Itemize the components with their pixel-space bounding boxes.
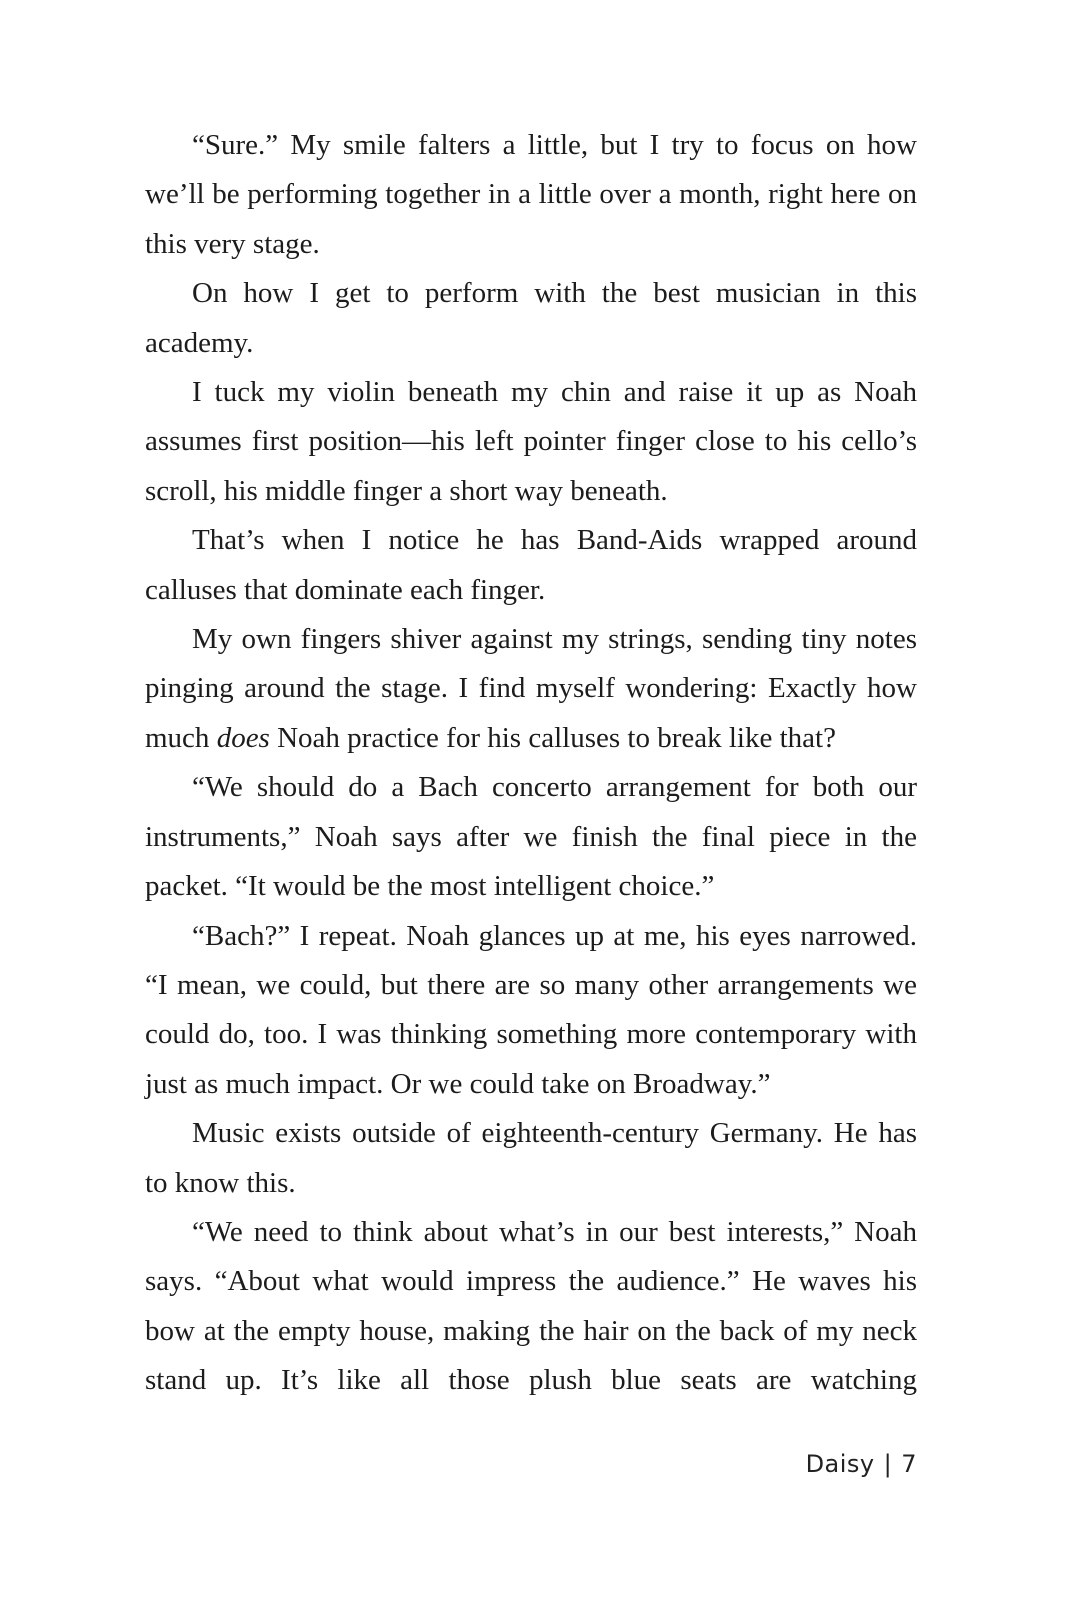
text-run: “Sure.” My smile falters a little, but I try to focus on how we’ll be performing together in a little over a month, right here on this very stage. — [145, 129, 917, 260]
paragraph — [145, 121, 917, 269]
text-run: I tuck my violin beneath my chin and raise it up as Noah assumes first position—his left pointer finger close to his cello’s scroll, his middle finger a short way beneath. — [145, 376, 917, 507]
paragraph — [145, 615, 917, 763]
paragraph — [145, 516, 917, 615]
text-run: On how I get to perform with the best musician in this academy. — [145, 277, 917, 359]
paragraph — [145, 912, 917, 1110]
text-run: “Bach?” I repeat. Noah glances up at me, his eyes narrowed. “I mean, we could, but there are so many other arrangements we could do, too. I was thinking something more contemporary with just as much impact. Or we could take on Broadway.” — [145, 919, 917, 1100]
text-run: Music exists outside of eighteenth-century Germany. He has to know this. — [145, 1117, 917, 1199]
text-run: “We need to think about what’s in our best interests,” Noah says. “About what would impress the audience.” He waves his bow at the empty house, making the hair on the back of my neck stand up. It’s like all those plush blue seats are watching — [145, 1215, 917, 1397]
page-footer — [806, 1450, 917, 1478]
paragraph — [145, 1208, 917, 1406]
chapter-name: Daisy — [805, 1450, 875, 1478]
paragraph — [145, 368, 917, 516]
footer-separator: | — [883, 1450, 893, 1478]
text-run: That’s when I notice he has Band-Aids wrapped around calluses that dominate each finger. — [145, 524, 917, 606]
text-run: My own fingers shiver against my strings, sending tiny notes pinging around the stage. I find myself wondering: Exactly how much — [145, 623, 917, 754]
page-number: 7 — [901, 1450, 917, 1478]
paragraph — [145, 1109, 917, 1208]
body-text — [145, 121, 917, 1406]
text-run: “We should do a Bach concerto arrangement for both our instruments,” Noah says after we finish the final piece in the packet. “It would be the most intelligent choice.” — [145, 771, 917, 903]
paragraph — [145, 763, 917, 911]
text-run: Noah practice for his calluses to break like that? — [269, 721, 836, 754]
paragraph — [145, 269, 917, 368]
italic-text: does — [216, 721, 270, 754]
